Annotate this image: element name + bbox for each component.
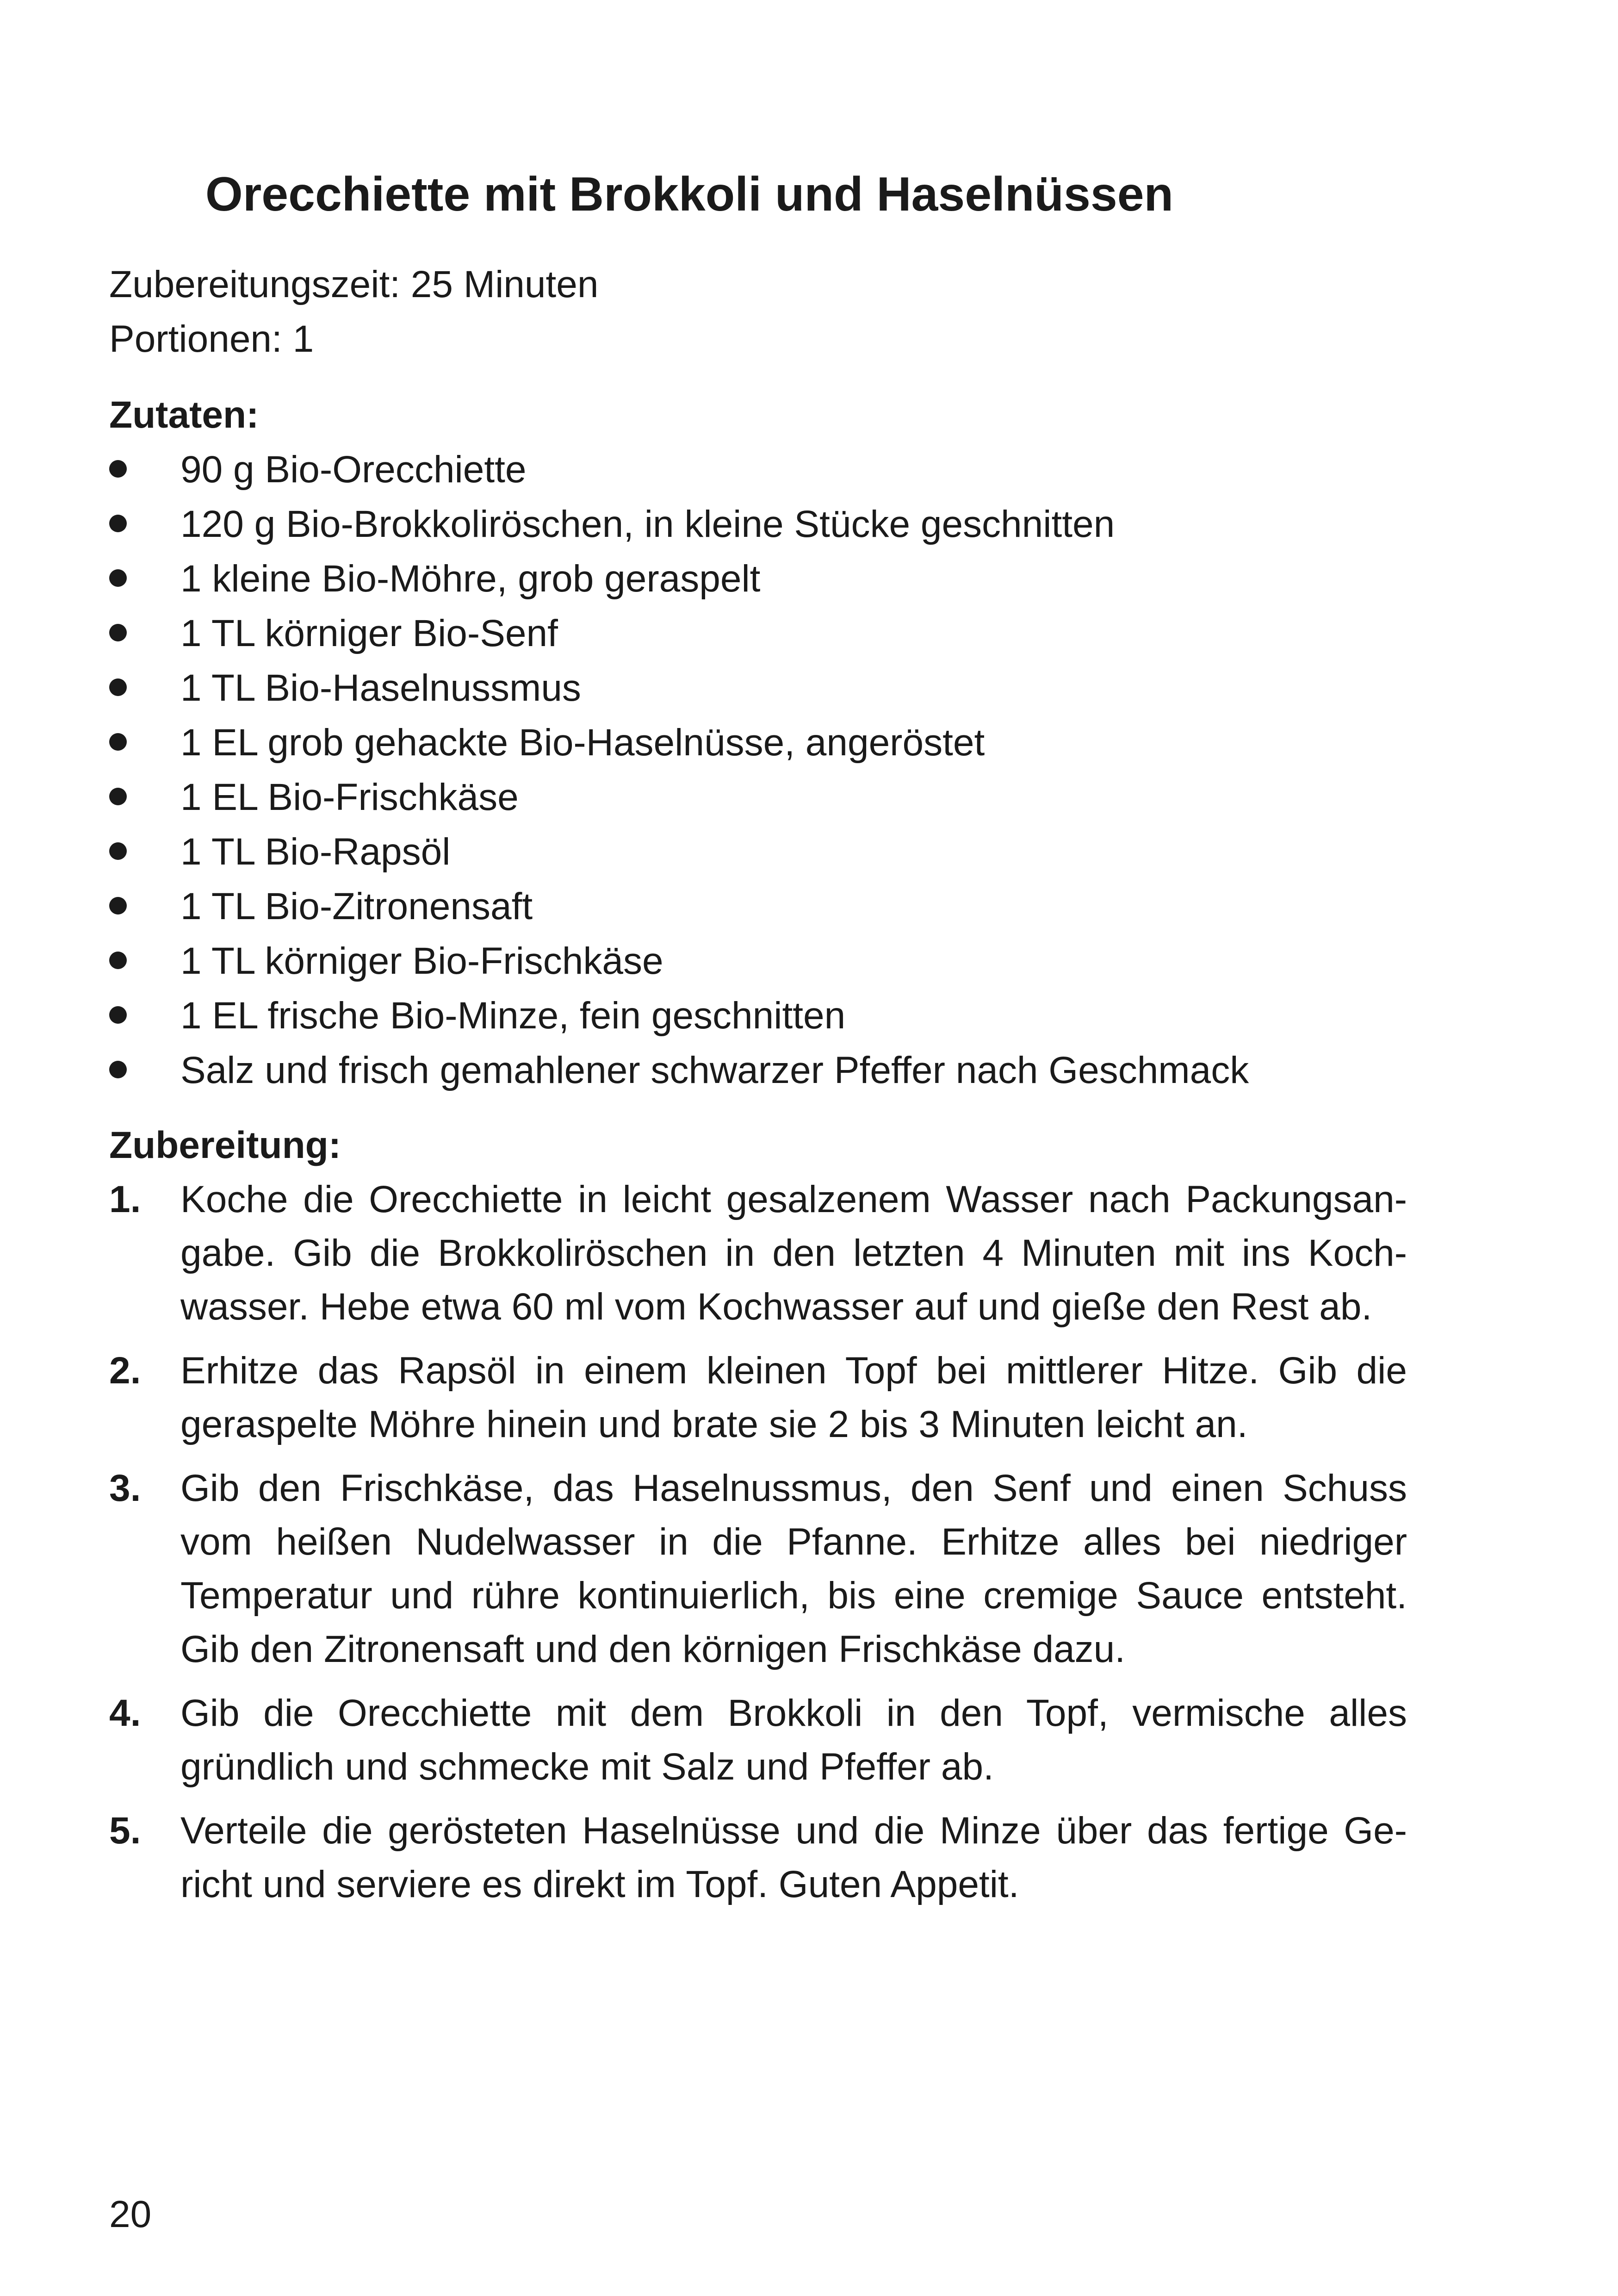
step-number: 2. (109, 1350, 141, 1392)
page-number: 20 (109, 2193, 152, 2235)
recipe-meta (109, 257, 599, 367)
bullet-icon (109, 624, 127, 641)
bullet-icon (109, 1061, 127, 1078)
ingredients-list (109, 442, 1249, 1098)
list-item: 1 TL körniger Bio-Frischkäse (109, 934, 1249, 989)
bullet-icon (109, 460, 127, 478)
step-text: Gib den Frischkäse, das Haselnussmus, den Senf und einen Schuss vom heißen Nudelwasser in die Pfanne. Erhitze alles bei niedriger Temperatur und rühre kontinuierlich, bis eine cremige Sauce entsteht. Gib den Zitronensaft und den körnigen Frischkäse dazu. (180, 1467, 1407, 1670)
step-number: 3. (109, 1467, 141, 1509)
bullet-icon (109, 788, 127, 805)
bullet-icon (109, 952, 127, 969)
list-item: 120 g Bio-Brokkoliröschen, in kleine Stücke geschnitten (109, 497, 1249, 552)
step-item (109, 1344, 1407, 1451)
prep-time: Zubereitungszeit: 25 Minuten (109, 263, 599, 305)
list-item: 1 kleine Bio-Möhre, grob geraspelt (109, 552, 1249, 606)
list-item: 1 EL frische Bio-Minze, fein geschnitten (109, 989, 1249, 1043)
bullet-icon (109, 733, 127, 751)
bullet-icon (109, 569, 127, 587)
step-text: Koche die Orecchiette in leicht gesalzenem Wasser nach Packungsangabe. Gib die Brokkoliröschen in den letzten 4 Minuten mit ins Kochwasser. Hebe etwa 60 ml vom Kochwasser auf und gieße den Rest ab. (180, 1178, 1407, 1328)
step-item (109, 1804, 1407, 1911)
list-item: 1 TL Bio-Haselnussmus (109, 661, 1249, 716)
step-text: Gib die Orecchiette mit dem Brokkoli in den Topf, vermische alles gründlich und schmecke mit Salz und Pfeffer ab. (180, 1692, 1407, 1788)
ingredients-heading: Zutaten: (109, 394, 259, 436)
bullet-icon (109, 897, 127, 915)
list-item: 1 EL grob gehackte Bio-Haselnüsse, angeröstet (109, 716, 1249, 770)
step-text: Verteile die gerösteten Haselnüsse und die Minze über das fertige Gericht und serviere es direkt im Topf. Guten Appetit. (180, 1810, 1407, 1905)
list-item: 1 EL Bio-Frischkäse (109, 770, 1249, 825)
step-item (109, 1173, 1407, 1334)
step-item (109, 1462, 1407, 1676)
servings: Portionen: 1 (109, 318, 314, 360)
list-item: 1 TL körniger Bio-Senf (109, 606, 1249, 661)
steps-list (109, 1173, 1407, 1922)
list-item: 90 g Bio-Orecchiette (109, 442, 1249, 497)
list-item: Salz und frisch gemahlener schwarzer Pfeffer nach Geschmack (109, 1043, 1249, 1098)
step-number: 4. (109, 1692, 141, 1734)
step-number: 5. (109, 1810, 141, 1852)
recipe-title: Orecchiette mit Brokkoli und Haselnüssen (205, 168, 1174, 221)
list-item: 1 TL Bio-Rapsöl (109, 825, 1249, 879)
step-text: Erhitze das Rapsöl in einem kleinen Topf bei mittlerer Hitze. Gib die geraspelte Möhre hinein und brate sie 2 bis 3 Minuten leicht an. (180, 1350, 1407, 1445)
list-item: 1 TL Bio-Zitronensaft (109, 879, 1249, 934)
step-item (109, 1686, 1407, 1794)
bullet-icon (109, 1006, 127, 1024)
bullet-icon (109, 842, 127, 860)
step-number: 1. (109, 1178, 141, 1220)
steps-heading: Zubereitung: (109, 1124, 341, 1166)
bullet-icon (109, 515, 127, 532)
bullet-icon (109, 678, 127, 696)
